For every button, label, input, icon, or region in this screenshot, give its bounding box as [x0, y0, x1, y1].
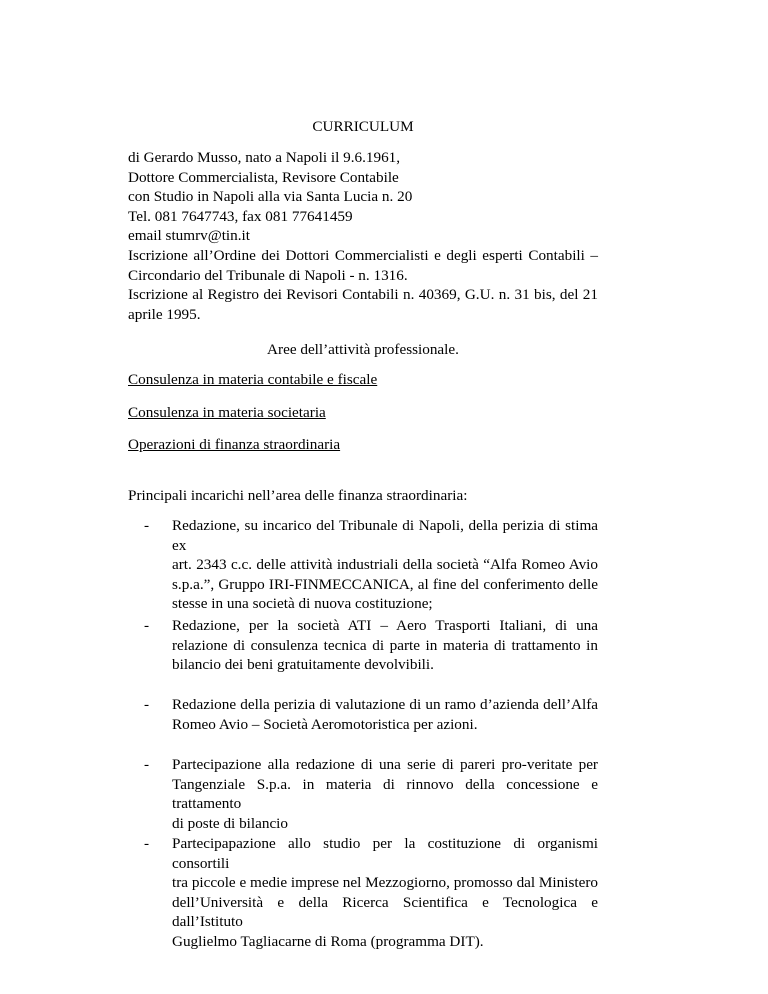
principali-heading: Principali incarichi nell’area delle finanza straordinaria:	[128, 487, 468, 504]
header-line-address: con Studio in Napoli alla via Santa Lucia n. 20	[128, 188, 413, 206]
area-contabile-fiscale: Consulenza in materia contabile e fiscale	[128, 371, 378, 388]
area-finanza-straordinaria: Operazioni di finanza straordinaria	[128, 436, 341, 453]
header-line-ordine-1: Iscrizione all’Ordine dei Dottori Commercialisti e degli esperti Contabili –	[128, 246, 598, 264]
bullet-line: dell’Università e della Ricerca Scientifica e Tecnologica e dall’Istituto	[172, 893, 598, 931]
bullet-line: stesse in una società di nuova costituzione;	[172, 595, 433, 613]
bullet-line: relazione di consulenza tecnica di parte in materia di trattamento in	[172, 636, 598, 654]
bullet-line: Redazione, per la società ATI – Aero Trasporti Italiani, di una	[172, 617, 598, 634]
bullet-line: Redazione, su incarico del Tribunale di Napoli, della perizia di stima ex	[172, 517, 598, 554]
bullet-line: s.p.a.”, Gruppo IRI-FINMECCANICA, al fine del conferimento delle	[172, 575, 598, 593]
header-line-profession: Dottore Commercialista, Revisore Contabile	[128, 168, 399, 186]
bullet-dash: -	[144, 756, 150, 773]
bullet-text	[172, 695, 598, 734]
bullet-text	[172, 616, 598, 675]
bullet-line: Romeo Avio – Società Aeromotoristica per azioni.	[172, 715, 478, 733]
bullet-text	[172, 516, 598, 614]
bullet-line: bilancio dei beni gratuitamente devolvibili.	[172, 656, 434, 674]
header-line-ordine-2: Circondario del Tribunale di Napoli - n. 1316.	[128, 266, 408, 284]
bullet-line: Partecipapazione allo studio per la costituzione di organismi consortili	[172, 835, 598, 872]
bullet-line: Redazione della perizia di valutazione di un ramo d’azienda dell’Alfa	[172, 696, 598, 713]
bullet-text	[172, 834, 598, 952]
bullet-line: Partecipazione alla redazione di una serie di pareri pro-veritate per	[172, 756, 598, 773]
bullet-dash: -	[144, 696, 150, 713]
bullet-line: art. 2343 c.c. delle attività industriali della società “Alfa Romeo Avio	[172, 556, 598, 574]
bullet-dash: -	[144, 517, 150, 534]
bullet-dash: -	[144, 617, 150, 634]
bullet-line: tra piccole e medie imprese nel Mezzogiorno, promosso dal Ministero	[172, 874, 598, 892]
aree-heading: Aree dell’attività professionale.	[267, 341, 459, 358]
bullet-line: Guglielmo Tagliacarne di Roma (programma DIT).	[172, 932, 484, 950]
bullet-line: Tangenziale S.p.a. in materia di rinnovo della concessione e trattamento	[172, 775, 598, 813]
header-line-name: di Gerardo Musso, nato a Napoli il 9.6.1961,	[128, 149, 401, 166]
area-societaria: Consulenza in materia societaria	[128, 404, 326, 421]
personal-info-block	[128, 148, 598, 324]
bullet-dash: -	[144, 835, 150, 852]
header-line-registro-1: Iscrizione al Registro dei Revisori Contabili n. 40369, G.U. n. 31 bis, del 21	[128, 286, 598, 304]
header-line-phone: Tel. 081 7647743, fax 081 77641459	[128, 207, 353, 225]
bullet-line: di poste di bilancio	[172, 814, 288, 832]
header-line-registro-2: aprile 1995.	[128, 305, 201, 323]
bullet-text	[172, 755, 598, 833]
document-title: CURRICULUM	[312, 118, 414, 135]
header-line-email: email stumrv@tin.it	[128, 227, 250, 245]
